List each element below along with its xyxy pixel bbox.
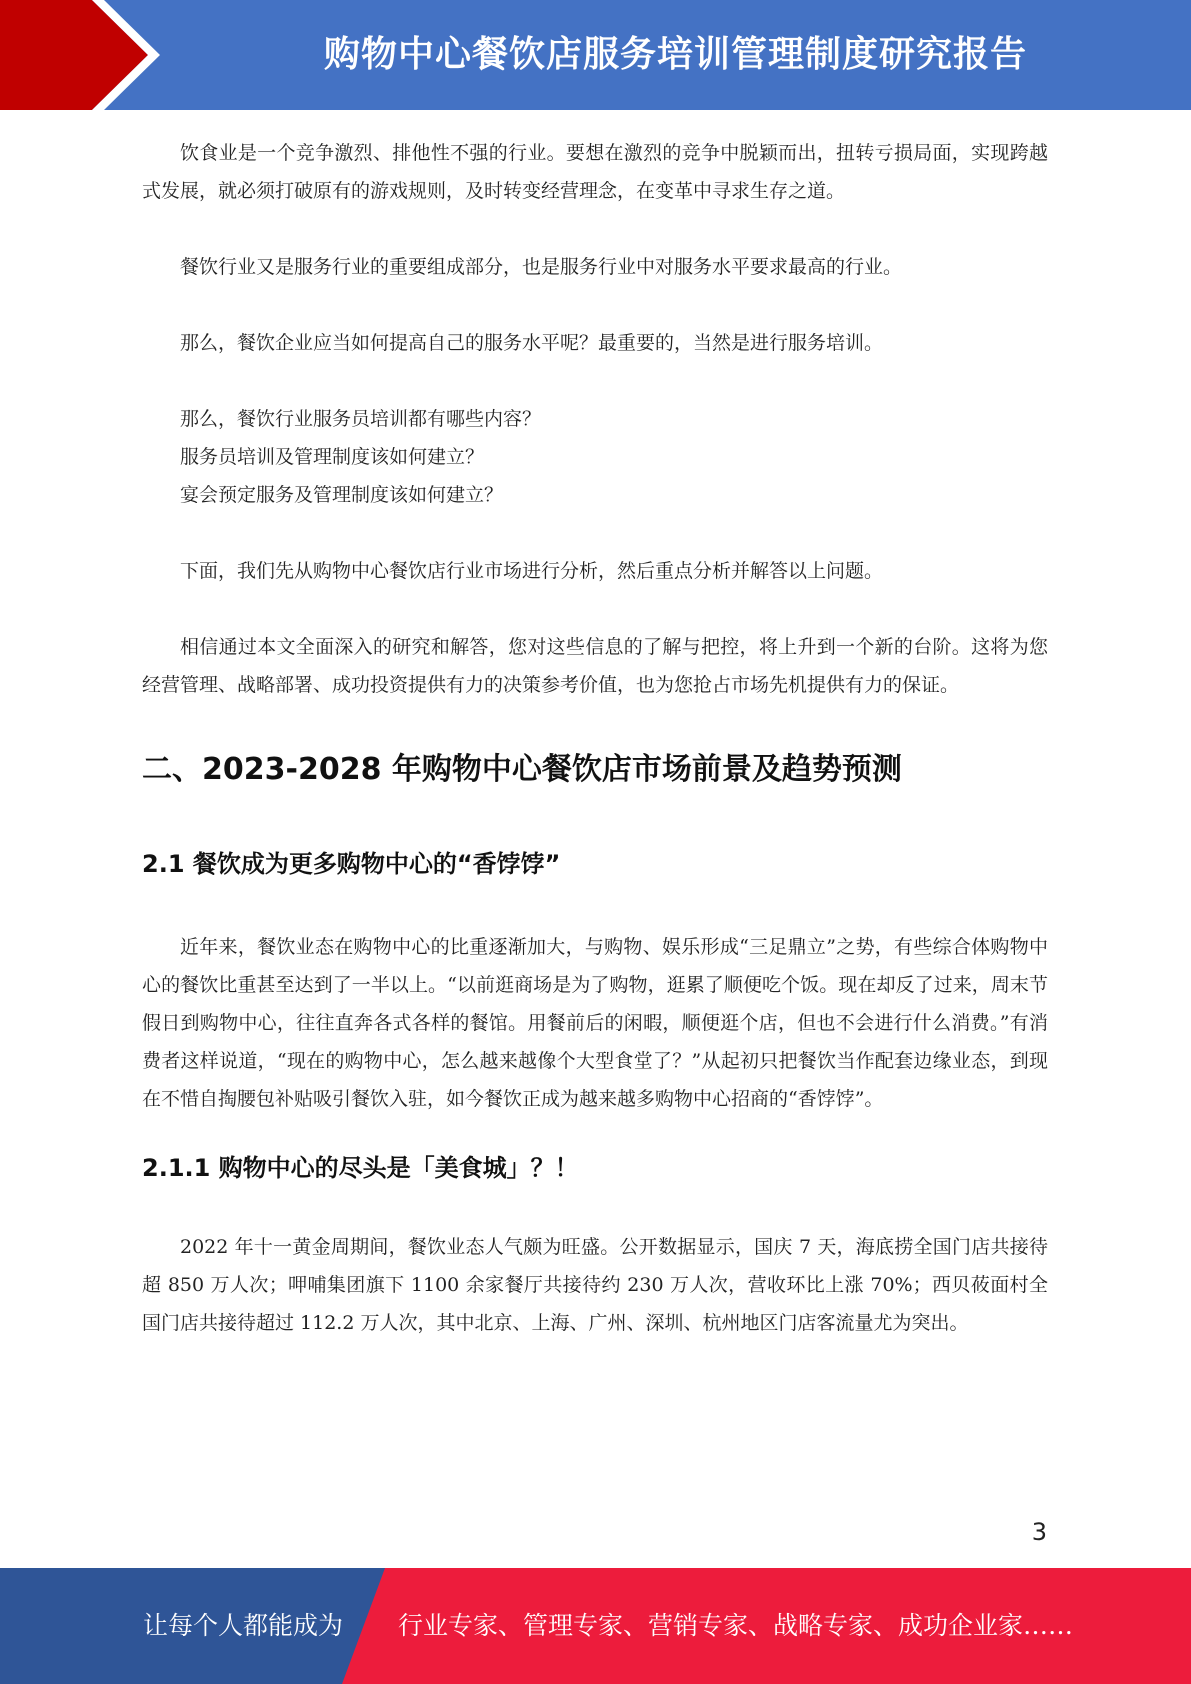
page-header-banner [0, 0, 1191, 110]
page-number: 3 [1031, 1518, 1047, 1546]
question-item: 服务员培训及管理制度该如何建立？ [180, 446, 485, 468]
question-item: 那么，餐饮行业服务员培训都有哪些内容？ [180, 408, 542, 430]
footer-slogan-left: 让每个人都能成为 [143, 1611, 344, 1640]
subsection-heading: 2.1 餐饮成为更多购物中心的“香饽饽” [142, 850, 561, 878]
intro-paragraph-4: 下面，我们先从购物中心餐饮店行业市场进行分析，然后重点分析并解答以上问题。 [180, 560, 884, 582]
section-heading: 二、2023-2028 年购物中心餐饮店市场前景及趋势预测 [142, 752, 902, 787]
page-footer-banner [0, 1568, 1191, 1684]
subsection-paragraph: 近年来，餐饮业态在购物中心的比重逐渐加大，与购物、娱乐形成“三足鼎立”之势，有些综合体购物中心的餐饮比重甚至达到了一半以上。“以前逛商场是为了购物，逛累了顺便吃个饭。现在却反了过来，周末节假日到购物中心，往往直奔各式各样的餐馆。用餐前后的闲暇，顺便逛个店，但也不会进行什么消费。”有消费者这样说道，“现在的购物中心，怎么越来越像个大型食堂了？”从起初只把餐饮当作配套边缘业态，到现在不惜自掏腰包补贴吸引餐饮入驻，如今餐饮正成为越来越多购物中心招商的“香饽饽”。 [142, 936, 1048, 1110]
footer-slogan-right: 行业专家、管理专家、营销专家、战略专家、成功企业家…… [398, 1611, 1074, 1640]
intro-paragraph-3: 那么，餐饮企业应当如何提高自己的服务水平呢？最重要的，当然是进行服务培训。 [180, 332, 884, 354]
intro-paragraph-1: 饮食业是一个竞争激烈、排他性不强的行业。要想在激烈的竞争中脱颖而出，扭转亏损局面，实现跨越式发展，就必须打破原有的游戏规则，及时转变经营理念，在变革中寻求生存之道。 [142, 142, 1048, 202]
intro-paragraph-5: 相信通过本文全面深入的研究和解答，您对这些信息的了解与把控，将上升到一个新的台阶。这将为您经营管理、战略部署、成功投资提供有力的决策参考价值，也为您抢占市场先机提供有力的保证。 [142, 636, 1048, 696]
subsubsection-paragraph: 2022 年十一黄金周期间，餐饮业态人气颇为旺盛。公开数据显示，国庆 7 天，海底捞全国门店共接待超 850 万人次；呷哺集团旗下 1100 余家餐厅共接待约 230 万人次，营收环比上涨 70%；西贝莜面村全国门店共接待超过 112.2 万人次，其中北京、上海、广州、深圳、杭州地区门店客流量尤为突出。 [142, 1236, 1048, 1334]
report-title: 购物中心餐饮店服务培训管理制度研究报告 [323, 34, 1027, 75]
document-body [142, 134, 1048, 1342]
question-item: 宴会预定服务及管理制度该如何建立？ [180, 484, 504, 506]
intro-paragraph-2: 餐饮行业又是服务行业的重要组成部分，也是服务行业中对服务水平要求最高的行业。 [180, 256, 903, 278]
subsubsection-heading: 2.1.1 购物中心的尽头是「美食城」？！ [142, 1154, 579, 1182]
header-red-arrow [0, 0, 150, 110]
